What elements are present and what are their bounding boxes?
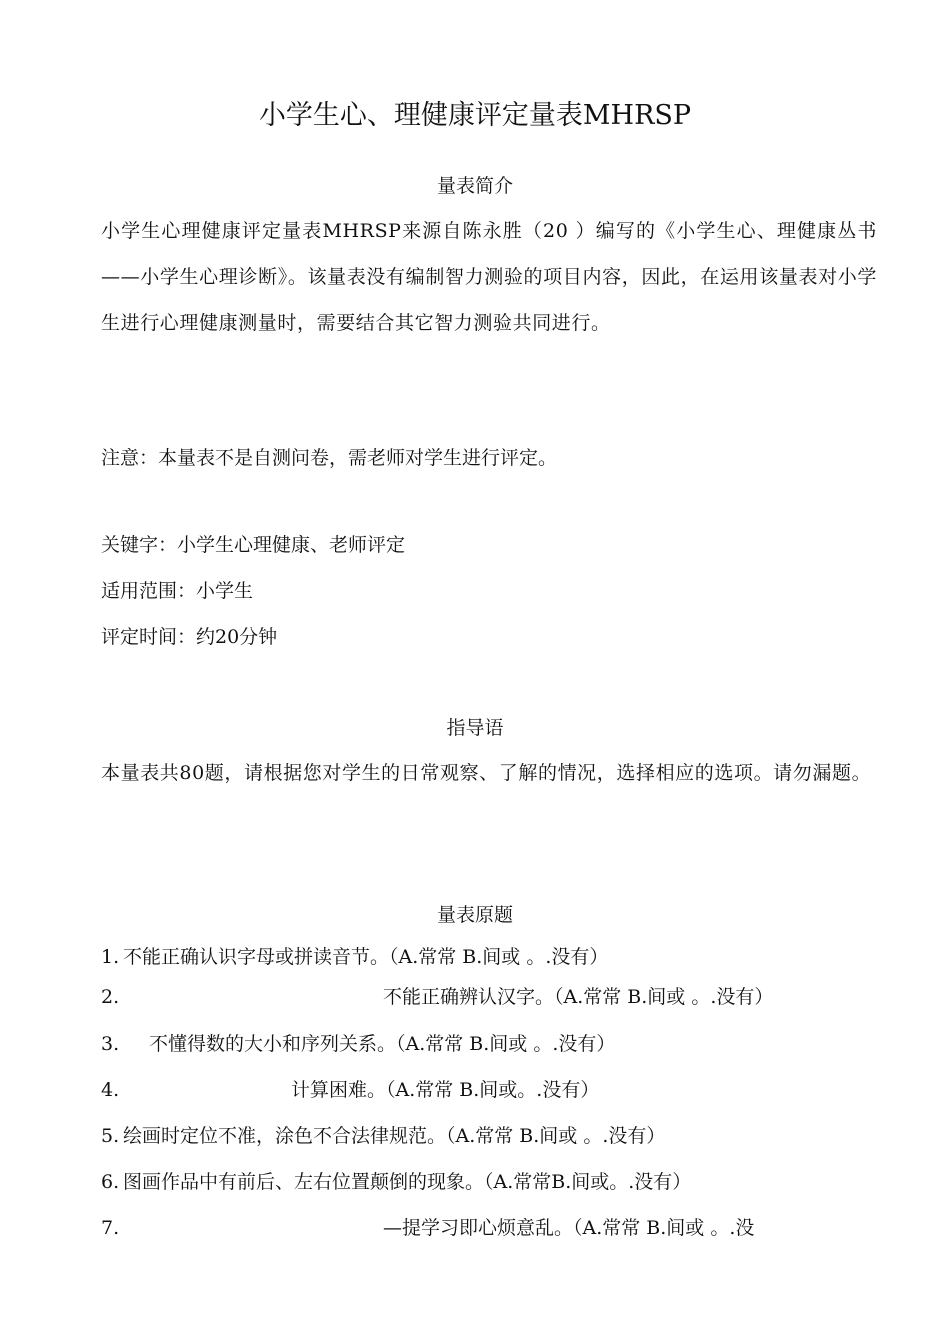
questions-heading: 量表原题 xyxy=(436,904,513,926)
question-text: 计算困难。（A.常常 B.间或。.没有） xyxy=(291,1079,600,1101)
guide-heading: 指导语 xyxy=(446,717,504,739)
question-number: 3. xyxy=(101,1033,120,1055)
question-number: 6. xyxy=(101,1171,120,1193)
question-text: 图画作品中有前后、左右位置颠倒的现象。（A.常常B.间或。.没有） xyxy=(123,1171,692,1193)
question-text: 不能正确认识字母或拼读音节。（A.常常 B.间或 。.没有） xyxy=(123,946,609,968)
duration-line: 评定时间：约20分钟 xyxy=(101,626,278,648)
intro-heading: 量表简介 xyxy=(436,175,513,197)
question-number: 2. xyxy=(101,986,120,1008)
question-number: 4. xyxy=(101,1079,120,1101)
question-text: 不懂得数的大小和序列关系。（A.常常 B.间或 。.没有） xyxy=(149,1033,616,1055)
question-text: —提学习即心烦意乱。（A.常常 B.间或 。.没 xyxy=(383,1217,755,1239)
notice-text: 注意：本量表不是自测问卷，需老师对学生进行评定。 xyxy=(101,447,558,469)
question-number: 7. xyxy=(101,1217,120,1239)
keywords-line: 关键字：小学生心理健康、老师评定 xyxy=(101,534,406,556)
guide-paragraph: 本量表共80题，请根据您对学生的日常观察、了解的情况，选择相应的选项。请勿漏题。 xyxy=(101,762,872,784)
scope-line: 适用范围：小学生 xyxy=(101,580,254,602)
question-number: 1. xyxy=(101,946,120,968)
document-title: 小学生心、理健康评定量表MHRSP xyxy=(258,100,692,131)
question-number: 5. xyxy=(101,1125,120,1147)
question-text: 绘画时定位不准，涂色不合法律规范。（A.常常 B.间或 。.没有） xyxy=(123,1125,666,1147)
question-text: 不能正确辨认汉字。（A.常常 B.间或 。.没有） xyxy=(383,986,774,1008)
intro-paragraph: 小学生心理健康评定量表MHRSP来源自陈永胜（20 ）编写的《小学生心、理健康丛书——小学生心理诊断》。该量表没有编制智力测验的项目内容，因此，在运用该量表对小学生进行心理健康测量时，需要结合其它智力测验共同进行。 xyxy=(101,220,877,334)
